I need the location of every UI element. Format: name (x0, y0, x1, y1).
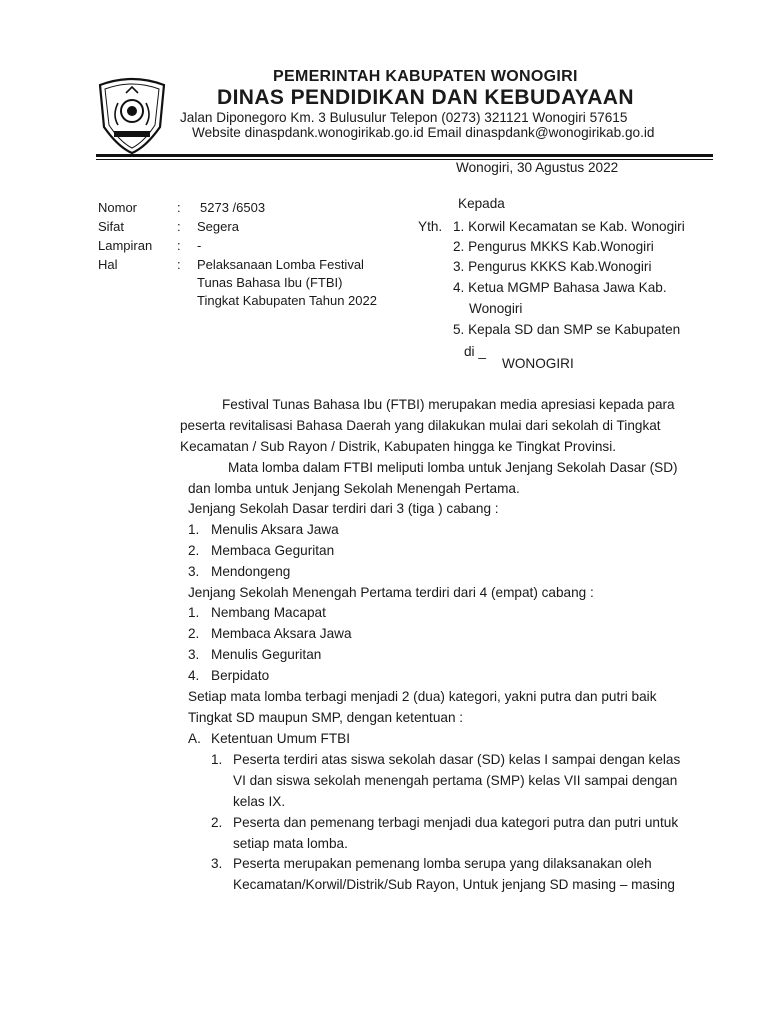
list-item: Berpidato (211, 668, 270, 683)
recipient-item: 3. Pengurus KKKS Kab.Wonogiri (453, 259, 652, 274)
sd-intro: Jenjang Sekolah Dasar terdiri dari 3 (tiga ) cabang : (188, 501, 499, 516)
smp-intro: Jenjang Sekolah Menengah Pertama terdiri dari 4 (empat) cabang : (188, 585, 594, 600)
meta-colon: : (177, 238, 181, 253)
recipient-kepada: Kepada (458, 196, 505, 211)
rule-number: 3. (211, 856, 223, 871)
meta-colon: : (177, 257, 181, 272)
list-number: 1. (188, 605, 200, 620)
recipient-item: 4. Ketua MGMP Bahasa Jawa Kab. (453, 280, 667, 295)
body-text-line: Mata lomba dalam FTBI meliputi lomba untuk Jenjang Sekolah Dasar (SD) (228, 460, 678, 475)
section-title: Ketentuan Umum FTBI (211, 731, 351, 746)
meta-value-hal-line3: Tingkat Kabupaten Tahun 2022 (197, 293, 377, 308)
rule-text-line: Peserta merupakan pemenang lomba serupa yang dilaksanakan oleh (233, 856, 652, 871)
meta-colon: : (177, 219, 181, 234)
regency-emblem-icon (96, 75, 168, 155)
list-item: Mendongeng (211, 564, 291, 579)
meta-value-hal: Pelaksanaan Lomba Festival (197, 257, 364, 272)
letterhead-thin-rule (96, 159, 713, 160)
list-number: 3. (188, 647, 200, 662)
office-name: DINAS PENDIDIKAN DAN KEBUDAYAAN (217, 86, 634, 109)
list-item: Nembang Macapat (211, 605, 326, 620)
recipient-item: 5. Kepala SD dan SMP se Kabupaten (453, 322, 681, 337)
meta-value-hal-line2: Tunas Bahasa Ibu (FTBI) (197, 275, 343, 290)
list-item: Menulis Geguritan (211, 647, 322, 662)
meta-value-nomor: 5273 /6503 (200, 200, 266, 215)
list-number: 3. (188, 564, 200, 579)
list-number: 4. (188, 668, 200, 683)
body-text-line: Tingkat SD maupun SMP, dengan ketentuan : (188, 710, 464, 725)
office-address: Jalan Diponegoro Km. 3 Bulusulur Telepon (0273) 321121 Wonogiri 57615 (180, 110, 628, 125)
meta-label-lampiran: Lampiran (98, 238, 153, 253)
meta-value-lampiran: - (197, 238, 202, 253)
list-number: 1. (188, 522, 200, 537)
recipient-city: WONOGIRI (502, 356, 574, 371)
body-text-line: dan lomba untuk Jenjang Sekolah Menengah Pertama. (188, 481, 520, 496)
list-item: Menulis Aksara Jawa (211, 522, 339, 537)
rule-number: 1. (211, 752, 223, 767)
list-item: Membaca Aksara Jawa (211, 626, 352, 641)
body-text-line: peserta revitalisasi Bahasa Daerah yang dilakukan mulai dari sekolah di Tingkat (180, 418, 661, 433)
rule-text-line: setiap mata lomba. (233, 836, 348, 851)
meta-label-nomor: Nomor (98, 200, 138, 215)
rule-text-line: Peserta terdiri atas siswa sekolah dasar (SD) kelas I sampai dengan kelas (233, 752, 681, 767)
rule-text-line: Kecamatan/Korwil/Distrik/Sub Rayon, Untuk jenjang SD masing – masing (233, 877, 675, 892)
rule-text-line: kelas IX. (233, 794, 286, 809)
meta-label-sifat: Sifat (98, 219, 125, 234)
recipient-item: 2. Pengurus MKKS Kab.Wonogiri (453, 239, 654, 254)
body-text-line: Setiap mata lomba terbagi menjadi 2 (dua) kategori, yakni putra dan putri baik (188, 689, 657, 704)
body-text-line: Kecamatan / Sub Rayon / Distrik, Kabupaten hingga ke Tingkat Provinsi. (180, 439, 616, 454)
meta-colon: : (177, 200, 181, 215)
rule-number: 2. (211, 815, 223, 830)
letter-date: Wonogiri, 30 Agustus 2022 (456, 160, 619, 175)
office-website-email: Website dinaspdank.wonogirikab.go.id Email dinaspdank@wonogirikab.go.id (192, 125, 655, 140)
recipient-item: Wonogiri (469, 301, 523, 316)
recipient-yth: Yth. (418, 219, 443, 234)
list-item: Membaca Geguritan (211, 543, 335, 558)
government-name: PEMERINTAH KABUPATEN WONOGIRI (273, 68, 578, 85)
list-number: 2. (188, 543, 200, 558)
rule-text-line: VI dan siswa sekolah menengah pertama (SMP) kelas VII sampai dengan (233, 773, 678, 788)
recipient-di: di _ (464, 344, 486, 359)
meta-value-sifat: Segera (197, 219, 239, 234)
rule-text-line: Peserta dan pemenang terbagi menjadi dua kategori putra dan putri untuk (233, 815, 679, 830)
letterhead-thick-rule (96, 154, 713, 157)
body-text-line: Festival Tunas Bahasa Ibu (FTBI) merupakan media apresiasi kepada para (222, 397, 675, 412)
recipient-item: 1. Korwil Kecamatan se Kab. Wonogiri (453, 219, 685, 234)
list-number: 2. (188, 626, 200, 641)
meta-label-hal: Hal (98, 257, 118, 272)
section-letter: A. (188, 731, 201, 746)
